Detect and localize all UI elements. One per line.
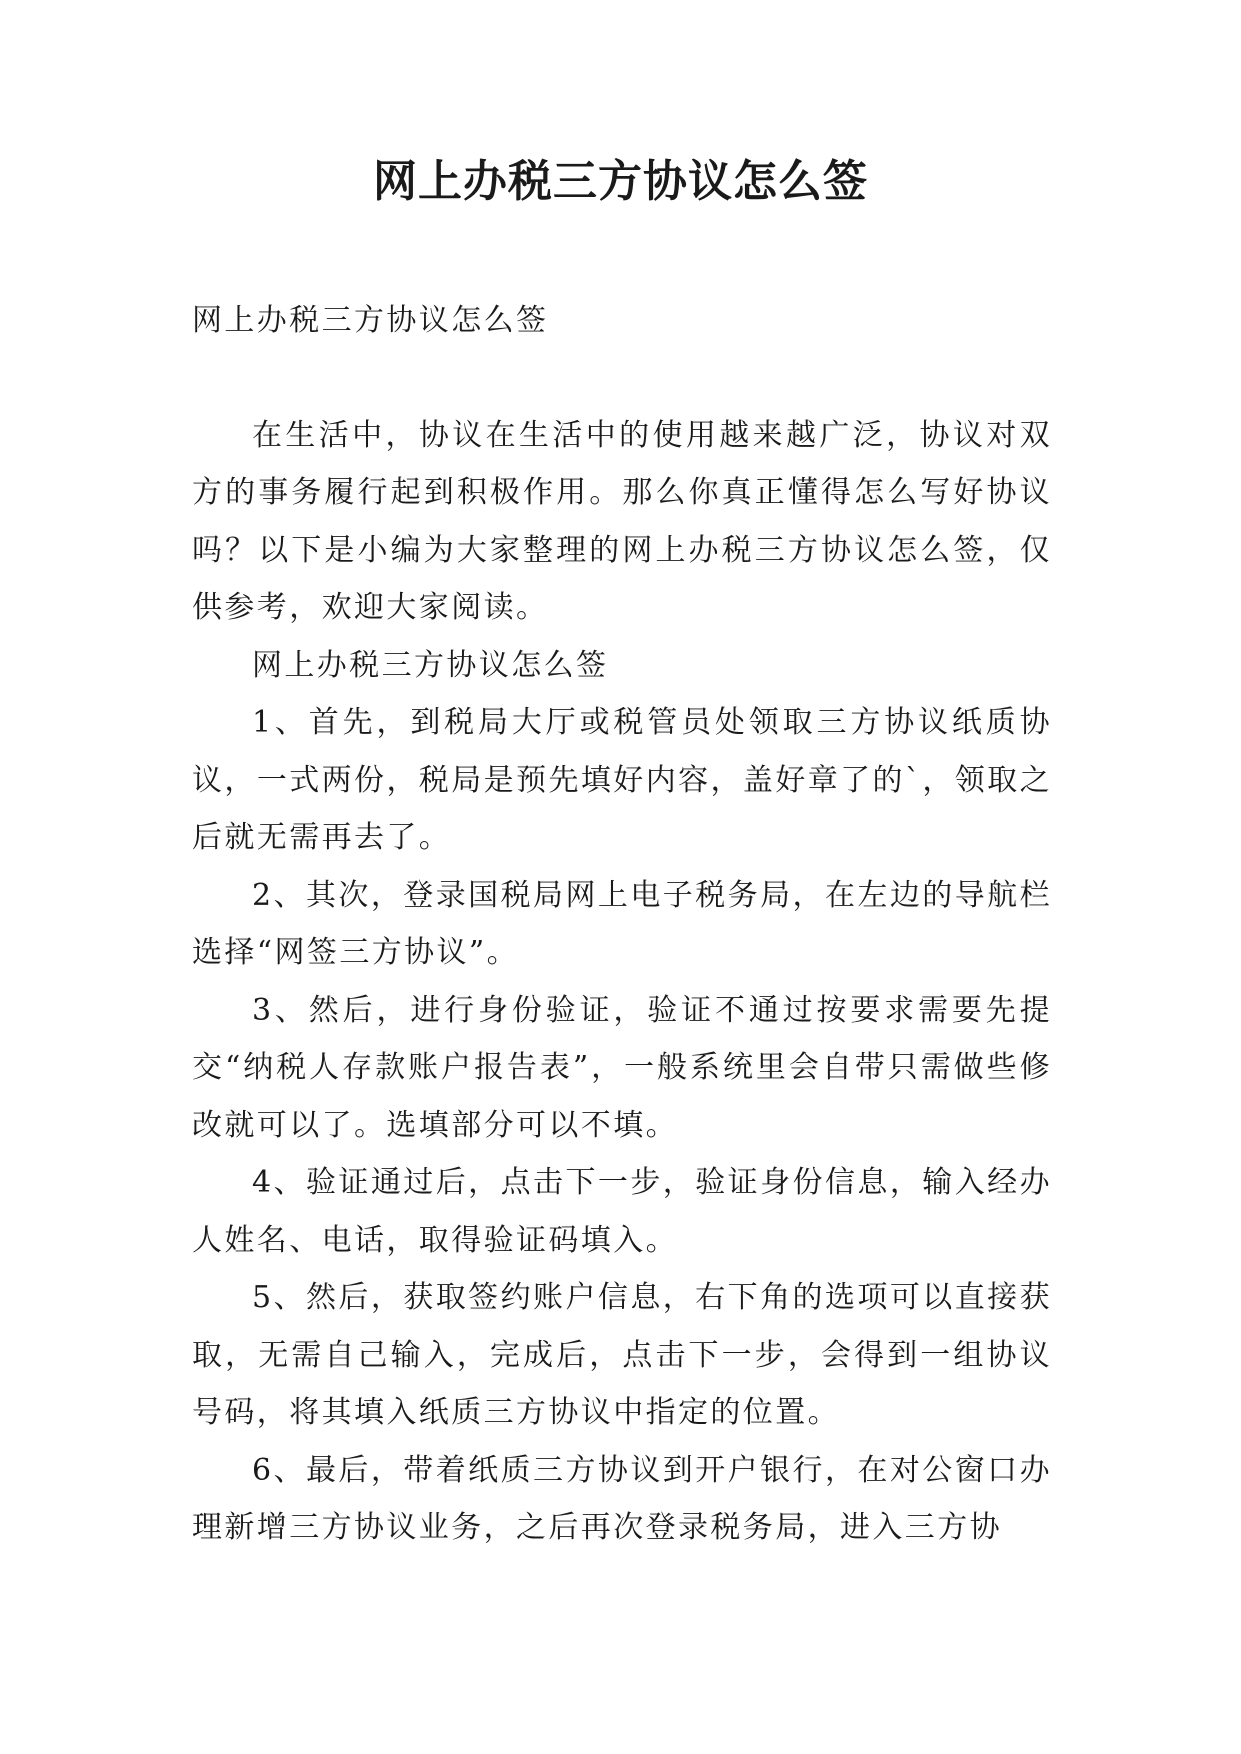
document-subtitle: 网上办税三方协议怎么签: [192, 303, 549, 338]
paragraph-step-4: 4、验证通过后，点击下一步，验证身份信息，输入经办人姓名、电话，取得验证码填入。: [192, 1165, 1052, 1258]
paragraph-intro: 在生活中，协议在生活中的使用越来越广泛，协议对双方的事务履行起到积极作用。那么你真正懂得怎么写好协议吗？以下是小编为大家整理的网上办税三方协议怎么签，仅供参考，欢迎大家阅读。: [192, 417, 1052, 625]
document-title: 网上办税三方协议怎么签: [373, 156, 868, 207]
paragraph-step-1: 1、首先，到税局大厅或税管员处领取三方协议纸质协议，一式两份，税局是预先填好内容，盖好章了的`，领取之后就无需再去了。: [192, 705, 1052, 855]
paragraph-step-2: 2、其次，登录国税局网上电子税务局，在左边的导航栏选择“网签三方协议”。: [192, 877, 1052, 970]
paragraph-step-5: 5、然后，获取签约账户信息，右下角的选项可以直接获取，无需自己输入，完成后，点击下一步，会得到一组协议号码，将其填入纸质三方协议中指定的位置。: [192, 1280, 1052, 1430]
paragraph-heading: 网上办税三方协议怎么签: [252, 647, 609, 683]
document-body: [192, 292, 1052, 1557]
paragraph-step-3: 3、然后，进行身份验证，验证不通过按要求需要先提交“纳税人存款账户报告表”，一般系统里会自带只需做些修改就可以了。选填部分可以不填。: [192, 992, 1052, 1143]
paragraph-step-6: 6、最后，带着纸质三方协议到开户银行，在对公窗口办理新增三方协议业务，之后再次登录税务局，进入三方协: [192, 1452, 1052, 1545]
